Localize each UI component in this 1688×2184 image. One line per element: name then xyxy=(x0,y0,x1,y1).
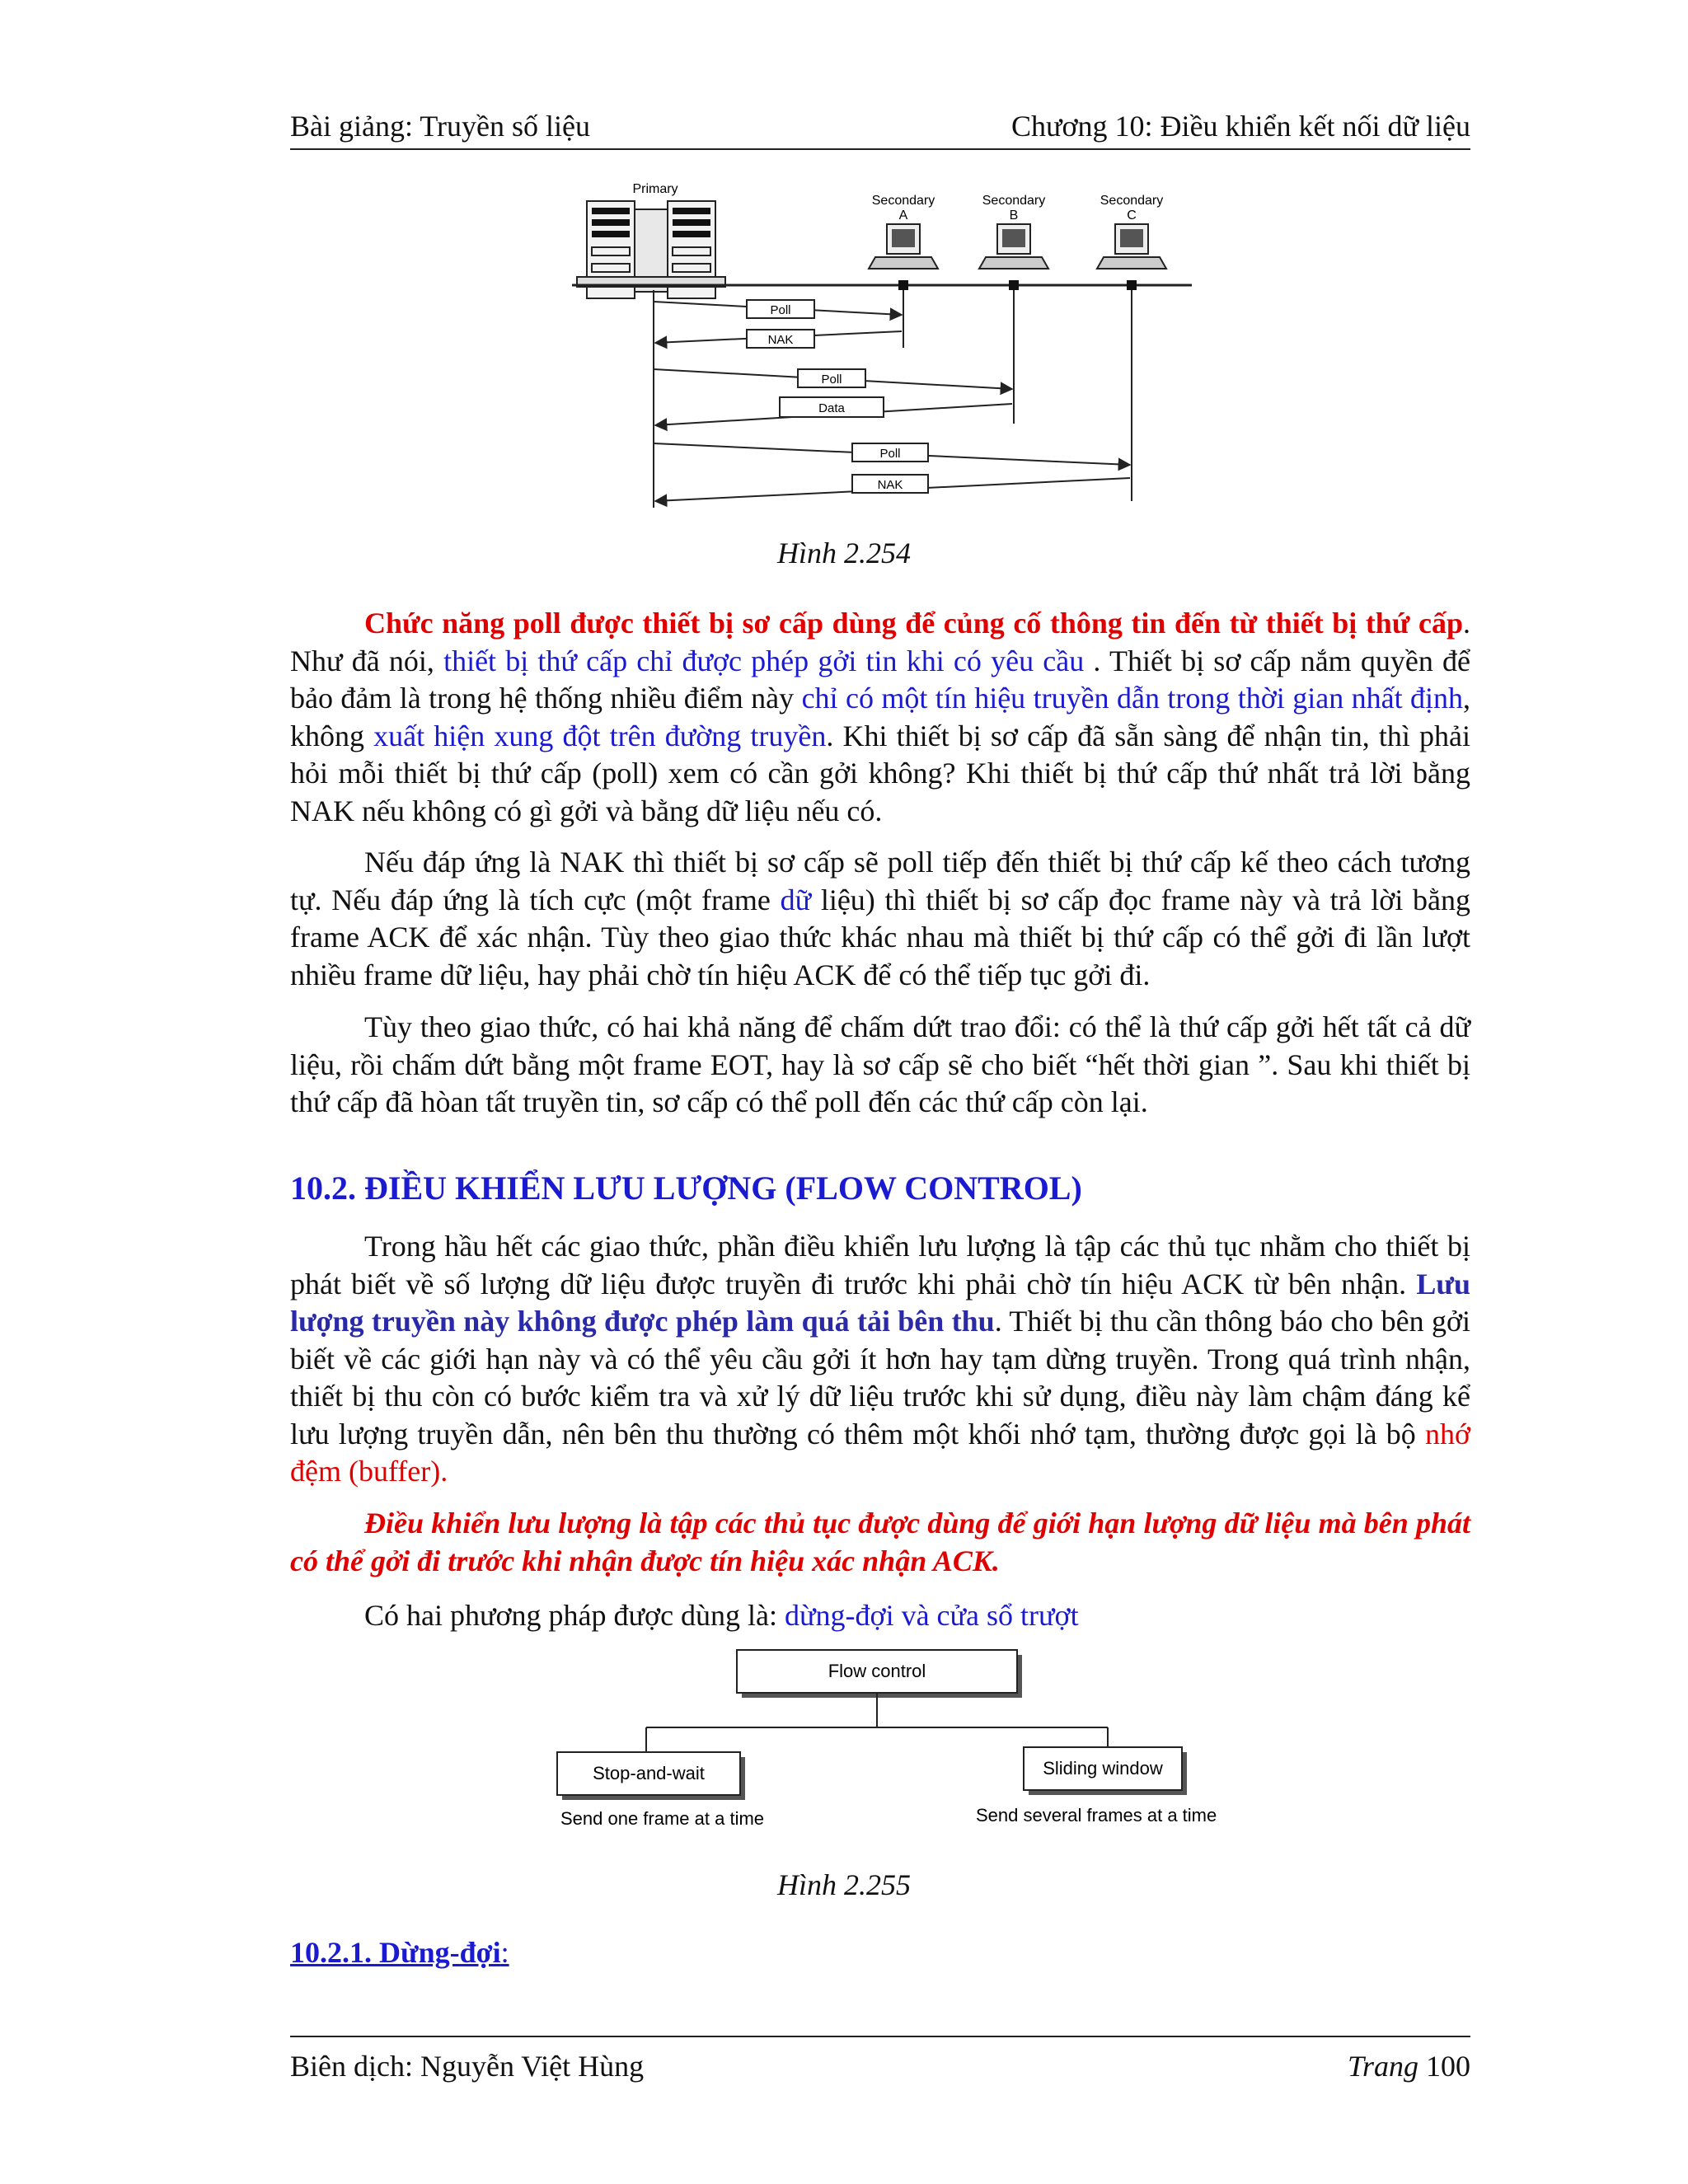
secondary-c xyxy=(1097,194,1166,290)
paragraph-nak-response: Nếu đáp ứng là NAK thì thiết bị sơ cấp sẽ poll tiếp đến thiết bị thứ cấp kế theo cách tương tự. Nếu đáp ứng là tích cực (một frame dữ liệu) thì thiết bị sơ cấp đọc frame này và trả lời bằng frame ACK để xác nhận. Tùy theo giao thức khác nhau mà thiết bị thứ cấp có thể gởi đi lần lượt nhiều frame dữ liệu, hay phải chờ tín hiệu ACK để có thể tiếp tục gởi đi. xyxy=(290,846,1470,991)
polling-diagram xyxy=(569,178,1195,516)
page-header xyxy=(290,101,1470,150)
highlight-no-collision: xuất hiện xung đột trên đường truyền xyxy=(373,719,827,752)
paragraph-flow-control: Trong hầu hết các giao thức, phần điều khiển lưu lượng là tập các thủ tục nhằm cho thiết bị phát biết về số lượng dữ liệu được truyền đi trước khi phải chờ tín hiệu ACK từ bên nhận. Lưu lượng truyền này không được phép làm quá tải bên thu. Thiết bị thu cần thông báo cho bên gởi biết về các giới hạn này và có thể yêu cầu gởi ít hơn hay tạm dừng truyền. Trong quá trình nhận, thiết bị thu còn có bước kiểm tra và xử lý dữ liệu trước khi sử dụng, điều này làm chậm đáng kể lưu lượng truyền dẫn, nên bên thu thường có thêm một khối nhớ tạm, thường được gọi là bộ nhớ đệm (buffer). xyxy=(290,1230,1470,1488)
highlight-poll-function: Chức năng poll được thiết bị sơ cấp dùng để củng cố thông tin đến từ thiết bị thứ cấp xyxy=(364,607,1463,640)
section-heading-flow-control: 10.2. ĐIỀU KHIỂN LƯU LƯỢNG (FLOW CONTROL) xyxy=(290,1169,1082,1207)
paragraph-termination: Tùy theo giao thức, có hai khả năng để chấm dứt trao đổi: có thể là thứ cấp gởi hết tất cả dữ liệu, rồi chấm dứt bằng một frame EOT, hay là sơ cấp sẽ cho biết “hết thời gian ”. Sau khi thiết bị thứ cấp đã hòan tất truyền tin, sơ cấp có thể poll đến các thứ cấp còn lại. xyxy=(290,1010,1470,1118)
frame-nak-c: NAK xyxy=(877,478,903,492)
primary-label: Primary xyxy=(632,182,678,196)
figure-caption-2-254: Hình 2.254 xyxy=(777,537,911,569)
frame-poll-b: Poll xyxy=(821,373,842,387)
flow-control-label: Flow control xyxy=(828,1661,926,1681)
page-footer xyxy=(290,2036,1470,2090)
sliding-window-box xyxy=(1024,1747,1187,1795)
flow-control-diagram xyxy=(544,1643,1253,1841)
frame-poll-c: Poll xyxy=(879,447,901,461)
paragraph-flow-control-definition: Điều khiển lưu lượng là tập các thủ tục được dùng để giới hạn lượng dữ liệu mà bên phát có thể gởi đi trước khi nhận được tín hiệu xác nhận ACK. xyxy=(290,1507,1470,1577)
highlight-secondary-send: thiết bị thứ cấp chỉ được phép gởi tin khi có yêu cầu xyxy=(443,644,1085,677)
secondary-a xyxy=(869,194,938,290)
highlight-methods: dừng-đợi và cửa sổ trượt xyxy=(785,1599,1079,1632)
page-number: Trang 100 xyxy=(1347,2050,1470,2083)
flow-control-box xyxy=(737,1650,1022,1698)
primary-server-icon xyxy=(577,201,725,298)
secondary-c-id: C xyxy=(1127,209,1137,223)
frame-data-b: Data xyxy=(818,401,845,415)
sliding-window-desc: Send several frames at a time xyxy=(976,1805,1217,1825)
figure-caption-2-255: Hình 2.255 xyxy=(777,1868,911,1901)
computer-icon xyxy=(979,224,1048,269)
secondary-b xyxy=(979,194,1048,290)
highlight-buffer: nhớ đệm (buffer). xyxy=(290,1417,1470,1488)
highlight-no-overload: Lưu lượng truyền này không được phép làm quá tải bên thu xyxy=(290,1267,1470,1338)
secondary-b-id: B xyxy=(1009,209,1019,223)
subsection-heading-stop-and-wait: 10.2.1. Dừng-đợi: xyxy=(290,1936,509,1969)
secondary-a-id: A xyxy=(898,209,908,223)
computer-icon xyxy=(869,224,938,269)
stop-and-wait-box xyxy=(557,1752,745,1800)
computer-icon xyxy=(1097,224,1166,269)
highlight-data-word: dữ xyxy=(780,883,812,916)
secondary-c-label: Secondary xyxy=(1100,194,1164,208)
secondary-b-label: Secondary xyxy=(982,194,1046,208)
highlight-single-signal: chỉ có một tín hiệu truyền dẫn trong thời gian nhất định xyxy=(801,682,1464,715)
frame-nak-a: NAK xyxy=(767,333,794,347)
paragraph-two-methods: Có hai phương pháp được dùng là: dừng-đợi và cửa sổ trượt xyxy=(364,1599,1079,1632)
footer-translator: Biên dịch: Nguyễn Việt Hùng xyxy=(290,2050,645,2083)
header-course-title: Bài giảng: Truyền số liệu xyxy=(290,110,591,143)
sliding-window-label: Sliding window xyxy=(1043,1758,1163,1779)
header-chapter-title: Chương 10: Điều khiển kết nối dữ liệu xyxy=(1011,110,1470,143)
frame-poll-a: Poll xyxy=(770,303,791,317)
stop-and-wait-desc: Send one frame at a time xyxy=(560,1808,765,1829)
secondary-a-label: Secondary xyxy=(871,194,935,208)
paragraph-polling: Chức năng poll được thiết bị sơ cấp dùng để củng cố thông tin đến từ thiết bị thứ cấp. Như đã nói, thiết bị thứ cấp chỉ được phép gởi tin khi có yêu cầu . Thiết bị sơ cấp nắm quyền để bảo đảm là trong hệ thống nhiều điểm này chỉ có một tín hiệu truyền dẫn trong thời gian nhất định, không xuất hiện xung đột trên đường truyền. Khi thiết bị sơ cấp đã sẵn sàng để nhận tin, thì phải hỏi mỗi thiết bị thứ cấp (poll) xem có cần gởi không? Khi thiết bị thứ cấp thứ nhất trả lời bằng NAK nếu không có gì gởi và bằng dữ liệu nếu có. xyxy=(290,607,1471,827)
stop-and-wait-label: Stop-and-wait xyxy=(593,1763,705,1783)
